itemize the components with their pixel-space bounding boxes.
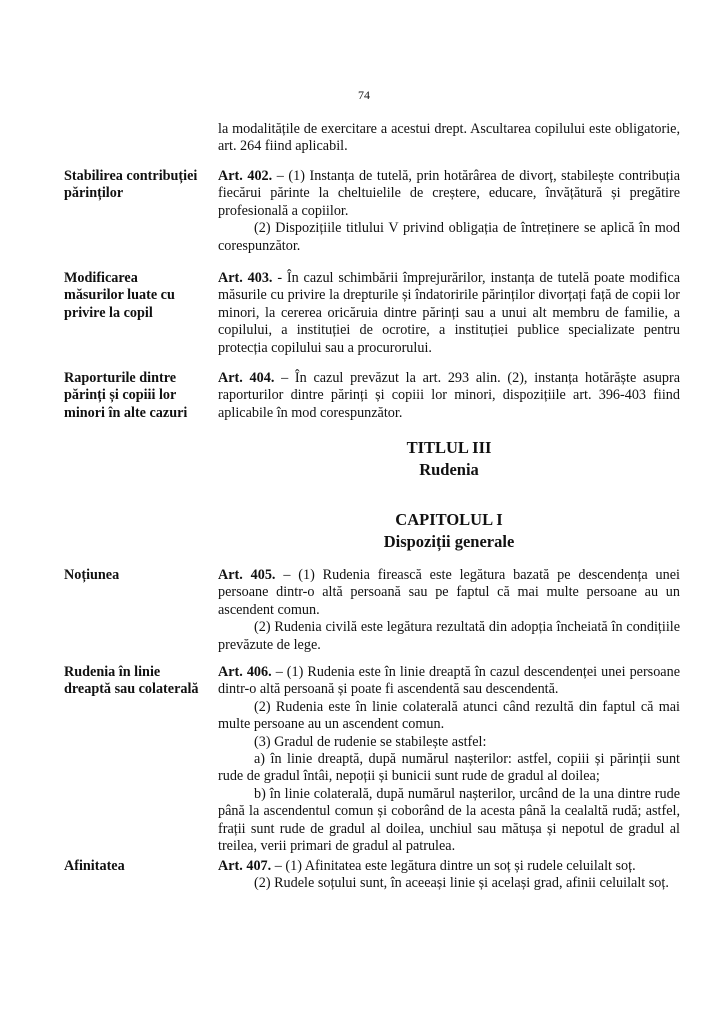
title-subheading: Rudenia [419, 460, 479, 479]
margin-title: Raporturile dintre părinți și copiii lor minori în alte cazuri [64, 370, 188, 421]
article-number: Art. 405. [218, 567, 276, 583]
article-text: – (1) Rudenia firească este legătura bazată pe descendența unei persoane dintr-o altă persoană sau pe faptul că mai multe persoane au un ascendent comun. [218, 567, 680, 618]
article-body [218, 567, 680, 654]
article-number: Art. 406. [218, 664, 272, 680]
intro-text: la modalitățile de exercitare a acestui drept. Ascultarea copilului este obligatorie, art. 264 fiind aplicabil. [218, 121, 680, 155]
page-number: 74 [358, 88, 370, 102]
article-text: – (1) Rudenia este în linie dreaptă în cazul descendenței unei persoane dintr-o altă persoană și poate fi ascendentă sau descendentă. [218, 664, 680, 698]
article-body [218, 858, 680, 893]
article-paragraph: (2) Rudenia este în linie colaterală atunci când rezultă din faptul că mai multe persoane au un ascendent comun. [218, 698, 680, 733]
article-body [218, 370, 680, 422]
article-text: – (1) Instanța de tutelă, prin hotărârea de divorț, stabilește contribuția fiecărui părinte la cheltuielile de creștere, educare, învățătură și pregătire profesională a copiilor. [218, 168, 680, 219]
margin-title: Stabilirea contribuției părinților [64, 168, 198, 202]
article-number: Art. 407. [218, 858, 272, 874]
margin-title: Noțiunea [64, 567, 120, 583]
article-text: - În cazul schimbării împrejurărilor, instanța de tutelă poate modifica măsurile cu privire la drepturile și îndatoririle părinților divorțați față de copii lor minori, la cererea oricăruia dintre părinți sau a unui alt membru de familie, a copilului, a instituției de ocrotire, a instituției publice specializate pentru protecția copilului sau a procurorului. [218, 270, 680, 356]
article-paragraph: (3) Gradul de rudenie se stabilește astfel: [254, 733, 487, 750]
article-number: Art. 402. [218, 168, 273, 184]
article-body [218, 168, 680, 255]
margin-title: Modificarea măsurilor luate cu privire la copil [64, 270, 175, 321]
article-paragraph: (2) Rudenia civilă este legătura rezultată din adopția încheiată în condițiile prevăzute de lege. [218, 619, 680, 653]
article-paragraph: (2) Dispozițiile titlului V privind obligația de întreținere se aplică în mod corespunzător. [218, 220, 680, 254]
article-text: – (1) Afinitatea este legătura dintre un soț și rudele celuilalt soț. [271, 858, 636, 874]
article-body [218, 270, 680, 357]
article-body [218, 664, 680, 855]
article-text: – În cazul prevăzut la art. 293 alin. (2), instanța hotărăște asupra raporturilor dintre părinți și copiii lor minori, dispozițiile art. 396-403 fiind aplicabile în mod corespunzător. [218, 370, 680, 421]
chapter-subheading: Dispoziții generale [383, 532, 515, 551]
article-paragraph: (2) Rudele soțului sunt, în aceeași linie și același grad, afinii celuilalt soț. [254, 875, 669, 892]
article-number: Art. 403. [218, 270, 273, 286]
article-paragraph: a) în linie dreaptă, după numărul nașterilor: astfel, copiii și părinții sunt rude de gradul întâi, nepoții și bunicii sunt rude de gradul al doilea; [218, 751, 680, 785]
title-heading: TITLUL III [406, 438, 492, 457]
margin-title: Afinitatea [64, 858, 125, 874]
article-paragraph: b) în linie colaterală, după numărul nașterilor, urcând de la una dintre rude până la ascendentul comun și coborând de la acesta până la cealaltă rudă; astfel, frații sunt rude de gradul al doilea, unchiul sau mătușa și nepotul de gradul al treilea, verii primari de gradul al patrulea. [218, 785, 680, 855]
chapter-heading: CAPITOLUL I [395, 510, 503, 529]
article-number: Art. 404. [218, 370, 275, 386]
margin-title: Rudenia în linie dreaptă sau colaterală [64, 664, 199, 698]
